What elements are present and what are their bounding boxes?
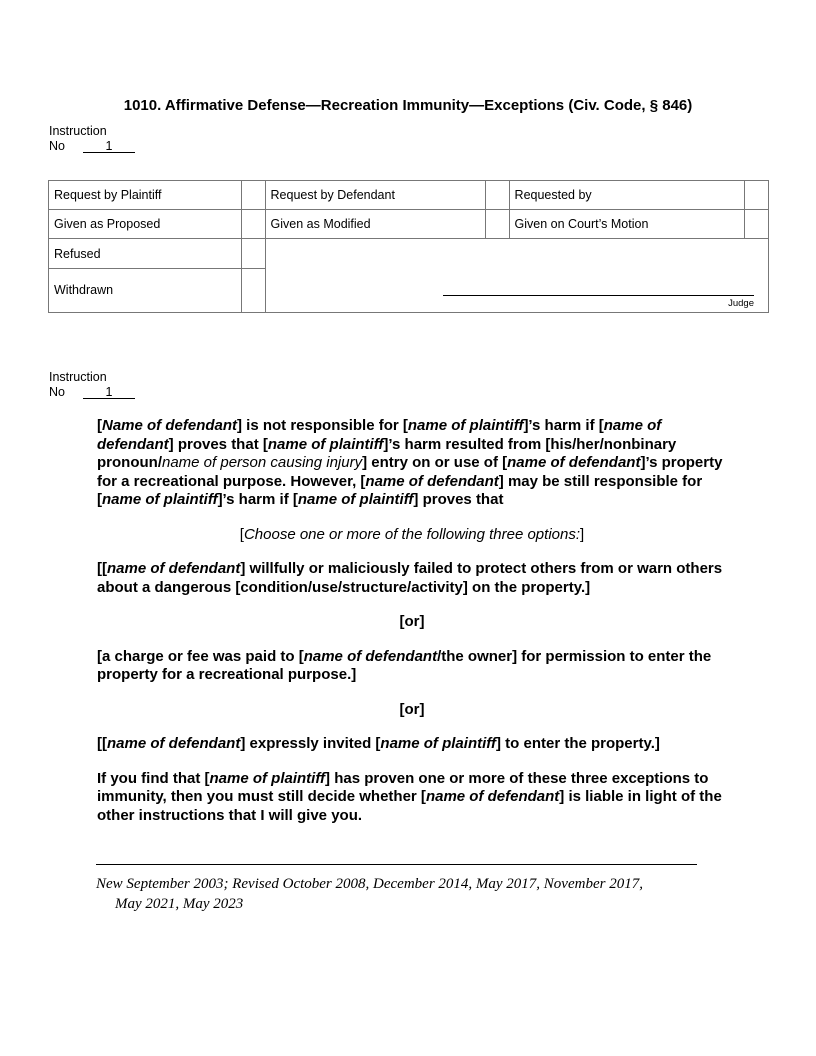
instruction-number-block-top [49, 124, 135, 154]
final-paragraph: If you find that [name of plaintiff] has proven one or more of these three exceptions to immunity, then you must still decide whether [name of defendant] is liable in light of the other instructions that I will give you. [97, 769, 722, 824]
or-separator-2: [or] [399, 700, 425, 718]
or-separator-1: [or] [399, 613, 425, 630]
instruction-no-label: No [49, 139, 65, 153]
withdrawn-label: Withdrawn [49, 268, 242, 312]
request-by-defendant-label: Request by Defendant [265, 181, 485, 210]
request-by-plaintiff-label: Request by Plaintiff [49, 181, 242, 210]
choose-options-note: [Choose one or more of the following three options:] [239, 525, 585, 543]
instruction-number-2: 1 [83, 386, 135, 399]
given-as-proposed-label: Given as Proposed [49, 210, 242, 239]
refused-label: Refused [49, 239, 242, 268]
judge-signature-area [265, 239, 768, 313]
intro-paragraph: [Name of defendant] is not responsible for [name of plaintiff]’s harm if [name of defendant] proves that [name of plaintiff]’s harm resulted from [his/her/nonbinary pronoun/name of person causing injury] entry on or use of [name of defendant]’s property for a recreational purpose. However, [name of defendant] may be still responsible for [name of plaintiff]’s harm if [name of plaintiff] proves that [97, 417, 723, 508]
requested-by-label: Requested by [509, 181, 744, 210]
given-on-courts-motion-label: Given on Court’s Motion [509, 210, 744, 239]
option-charge-or-fee: [a charge or fee was paid to [name of defendant/the owner] for permission to enter the property for a recreational purpose.] [97, 647, 712, 683]
instruction-body [97, 417, 727, 841]
withdrawn-checkbox[interactable] [241, 268, 265, 312]
instruction-no-label-2: No [49, 385, 65, 399]
judge-label: Judge [728, 298, 754, 309]
request-by-plaintiff-checkbox[interactable] [241, 181, 265, 210]
judge-signature-line[interactable] [443, 295, 754, 296]
requested-by-checkbox[interactable] [745, 181, 769, 210]
instruction-label-2: Instruction [49, 370, 107, 384]
instruction-label: Instruction [49, 124, 107, 138]
revision-history-line-1: New September 2003; Revised October 2008, December 2014, May 2017, November 2017, [96, 876, 643, 892]
revision-history [96, 874, 643, 914]
instruction-number-block-bottom [49, 370, 135, 400]
given-as-modified-checkbox[interactable] [485, 210, 509, 239]
revision-history-line-2: May 2021, May 2023 [115, 896, 244, 912]
option-express-invitation: [[name of defendant] expressly invited [name of plaintiff] to enter the property.] [97, 735, 660, 752]
option-willful-failure: [[name of defendant] willfully or maliciously failed to protect others from or warn others about a dangerous [condition/use/structure/activity] on the property.] [97, 560, 723, 596]
disposition-table [48, 180, 769, 313]
instruction-number: 1 [83, 140, 135, 153]
given-as-proposed-checkbox[interactable] [241, 210, 265, 239]
footer-divider [96, 864, 697, 865]
given-on-courts-motion-checkbox[interactable] [745, 210, 769, 239]
request-by-defendant-checkbox[interactable] [485, 181, 509, 210]
page-title: 1010. Affirmative Defense—Recreation Immunity—Exceptions (Civ. Code, § 846) [123, 97, 693, 114]
refused-checkbox[interactable] [241, 239, 265, 268]
given-as-modified-label: Given as Modified [265, 210, 485, 239]
